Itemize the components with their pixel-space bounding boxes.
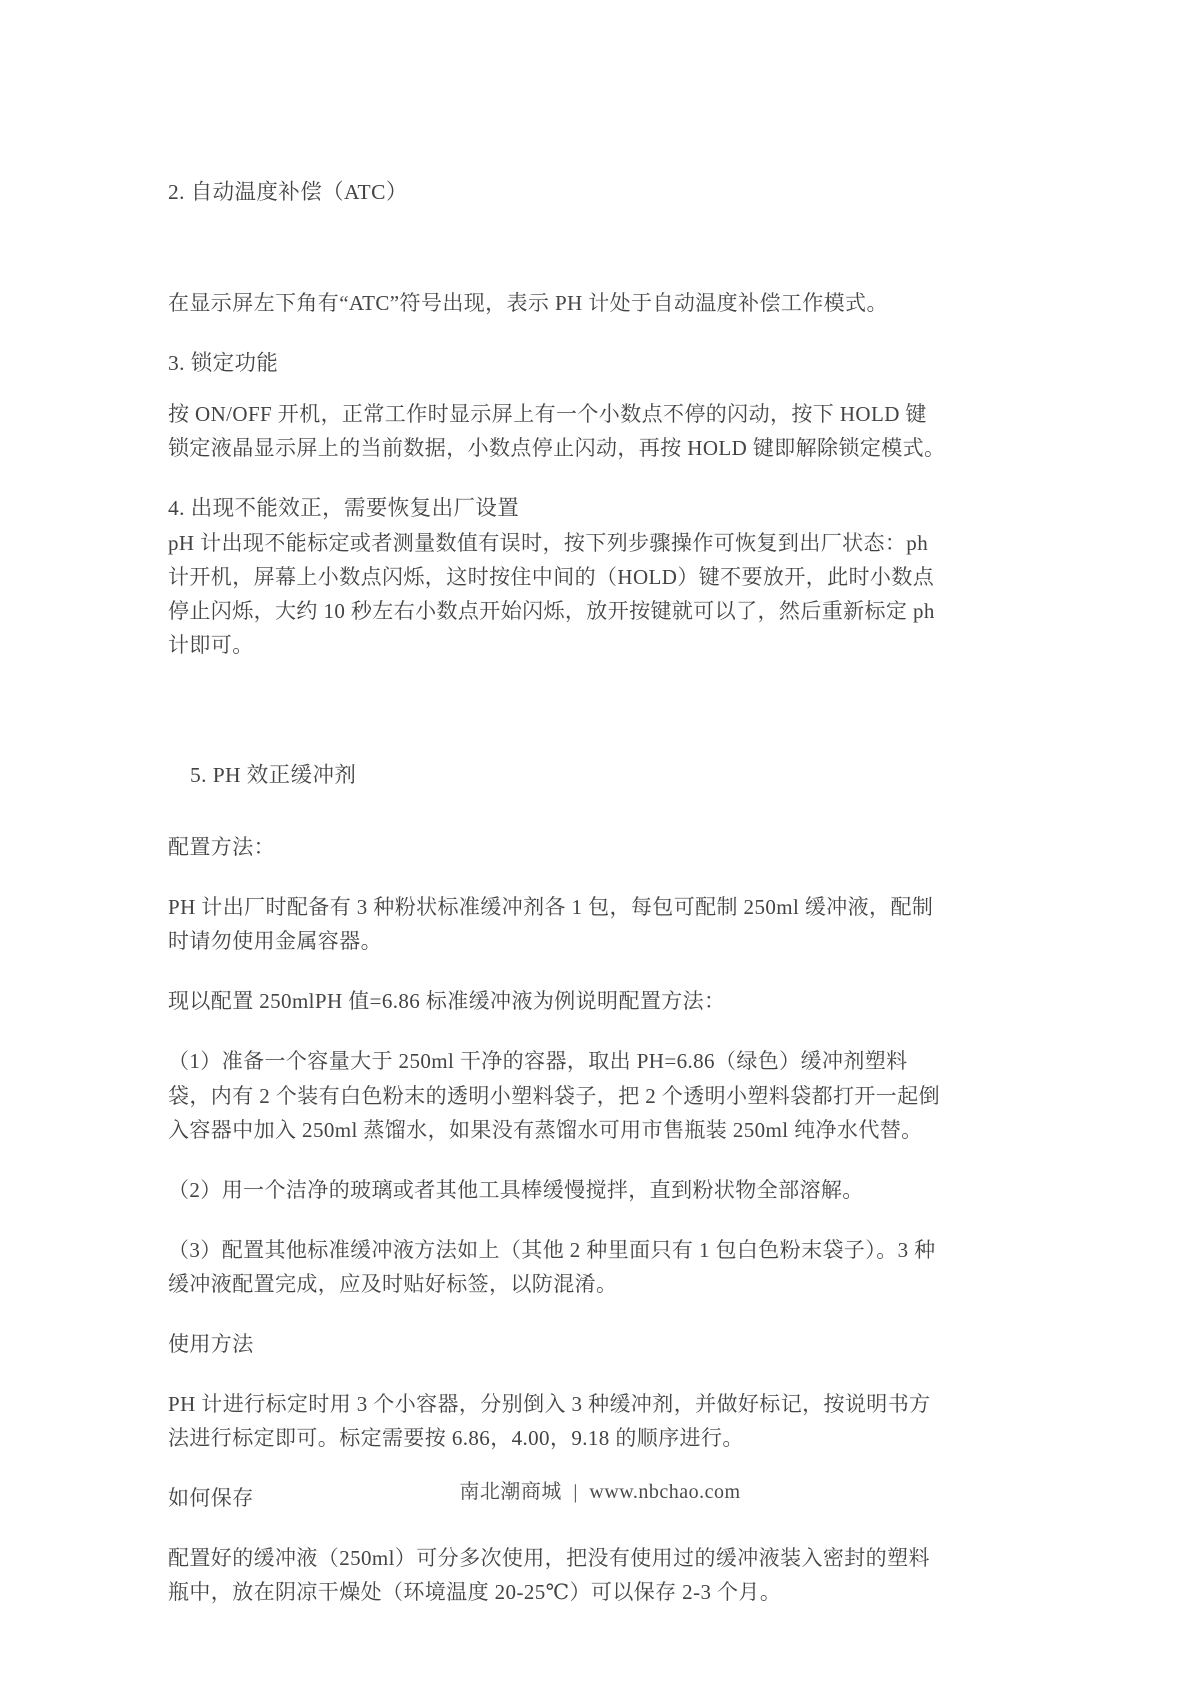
section-heading-atc: 2. 自动温度补偿（ATC）: [168, 180, 408, 204]
page-footer: [0, 1475, 1200, 1504]
footer-separator: |: [573, 1481, 578, 1503]
label-preparation-method: 配置方法：: [168, 835, 275, 860]
paragraph-factory-reset-description: pH 计出现不能标定或者测量数值有误时，按下列步骤操作可恢复到出厂状态：ph 计开机，屏幕上小数点闪烁，这时按住中间的（HOLD）键不要放开，此时小数点停止闪烁，大约 10 秒左右小数点开始闪烁，放开按键就可以了，然后重新标定 ph 计即可。: [168, 530, 935, 657]
paragraph-step-1: （1）准备一个容量大于 250ml 干净的容器，取出 PH=6.86（绿色）缓冲剂塑料袋，内有 2 个装有白色粉末的透明小塑料袋子，把 2 个透明小塑料袋都打开一起倒入容器中加入 250ml 蒸馏水，如果没有蒸馏水可用市售瓶装 250ml 纯净水代替。: [168, 1049, 940, 1142]
paragraph-buffer-example: 现以配置 250mlPH 值=6.86 标准缓冲液为例说明配置方法：: [168, 989, 726, 1014]
spacer: [168, 792, 948, 830]
section-heading-buffer: 5. PH 效正缓冲剂: [190, 762, 357, 787]
section-heading-hold: 3. 锁定功能: [168, 350, 279, 375]
paragraph-step-3: （3）配置其他标准缓冲液方法如上（其他 2 种里面只有 1 包白色粉末袋子）。3 种缓冲液配置完成，应及时贴好标签，以防混淆。: [168, 1237, 936, 1296]
document-body: [168, 175, 948, 1609]
spacer: [168, 864, 948, 890]
spacer: [168, 320, 948, 346]
footer-url: www.nbchao.com: [589, 1481, 741, 1503]
spacer: [168, 1207, 948, 1233]
spacer: [168, 1301, 948, 1327]
spacer: [168, 210, 948, 286]
spacer: [168, 1361, 948, 1387]
paragraph-atc-description: 在显示屏左下角有“ATC”符号出现，表示 PH 计处于自动温度补偿工作模式。: [168, 290, 888, 315]
label-storage-method: 如何保存: [168, 1485, 254, 1510]
spacer: [168, 958, 948, 984]
label-usage-method: 使用方法: [168, 1331, 254, 1356]
footer-site-name: 南北潮商城: [459, 1481, 562, 1503]
spacer: [168, 465, 948, 491]
paragraph-hold-description: 按 ON/OFF 开机，正常工作时显示屏上有一个小数点不停的闪动，按下 HOLD 键锁定液晶显示屏上的当前数据，小数点停止闪动，再按 HOLD 键即解除锁定模式。: [168, 401, 946, 460]
spacer: [168, 1147, 948, 1173]
paragraph-buffer-packets: PH 计出厂时配备有 3 种粉状标准缓冲剂各 1 包，每包可配制 250ml 缓冲液，配制时请勿使用金属容器。: [168, 895, 934, 954]
spacer: [168, 381, 948, 397]
spacer: [168, 662, 948, 758]
spacer: [168, 1515, 948, 1541]
paragraph-usage-description: PH 计进行标定时用 3 个小容器，分别倒入 3 种缓冲剂，并做好标记，按说明书方法进行标定即可。标定需要按 6.86，4.00，9.18 的顺序进行。: [168, 1391, 931, 1450]
spacer: [168, 1018, 948, 1044]
paragraph-step-2: （2）用一个洁净的玻璃或者其他工具棒缓慢搅拌，直到粉状物全部溶解。: [168, 1177, 864, 1202]
paragraph-storage-description: 配置好的缓冲液（250ml）可分多次使用，把没有使用过的缓冲液装入密封的塑料瓶中，放在阴凉干燥处（环境温度 20-25℃）可以保存 2-3 个月。: [168, 1545, 930, 1604]
section-heading-factory-reset: 4. 出现不能效正，需要恢复出厂设置: [168, 495, 520, 520]
